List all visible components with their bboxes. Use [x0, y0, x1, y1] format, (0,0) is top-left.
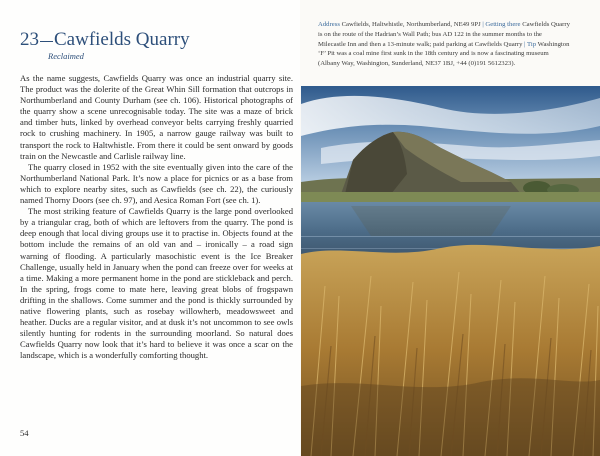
- quarry-photo: [301, 86, 600, 456]
- paragraph: As the name suggests, Cawfields Quarry was once an industrial quarry site. The product was the dolerite of the Great Whin Sill formation that outcrops in Northumberland and County Durham (see ch. 106). Historical photographs of the quarry show a scene unrecognisable today. The site was a maze of brick and timber huts, linked by overhead conveyor belts carrying freshly quarried rock to crushing machinery. In 1905, a narrow gauge railway was built to transport the rock to Haltwhistle. From there it could be sent onward by goods train on the Newcastle and Carlisle railway line.: [20, 73, 293, 161]
- reed-foreground-shadow: [301, 378, 600, 456]
- chapter-heading: [20, 29, 290, 51]
- chapter-rule: [40, 41, 53, 42]
- landscape-photo-icon: [301, 86, 600, 456]
- paragraph: The quarry closed in 1952 with the site eventually given into the care of the Northumberland National Park. It’s now a place for picnics or as a base from which to explore nearby sites, such as Cawfields (see ch. 22), the curiously named Thorny Doors (see ch. 97), and Aesica Roman Fort (see ch. 1).: [20, 161, 293, 206]
- address-text: Cawfields, Haltwhistle, Northumberland, NE49 9PJ: [341, 21, 481, 28]
- getting-there-label: Getting there: [485, 21, 521, 28]
- info-separator: |: [482, 21, 484, 28]
- grass-bank: [301, 192, 600, 202]
- info-box: [318, 20, 570, 69]
- chapter-subtitle: Reclaimed: [48, 51, 84, 61]
- body-text: [20, 73, 293, 361]
- chapter-number: 23: [20, 29, 39, 50]
- page-number: 54: [20, 428, 29, 438]
- tip-label: Tip: [527, 40, 537, 48]
- paragraph: The most striking feature of Cawfields Quarry is the large pond overlooked by a triangular crag, both of which are leftovers from the quarry. The pond is deep enough that local diving groups use it to practise in. Objects found at the bottom include the remains of an old van and – ironically – a road sign warning of flooding. A particularly masochistic event is the Ice Breaker Challenge, usually held in January when the pond can freeze over for weeks at a time. Making a more permanent home in the pond are stickleback and perch. In the spring, frogs come to mate here, leaving great blobs of frogspawn drifting in the shallows. Come summer and the pond is thickly surrounded by native flowering plants, such as rosebay willowherb, meadowsweet and heather. Ducks are a regular visitor, and at dusk it’s not uncommon to see owls silently hunting for rodents in the surrounding moorland. So natural does Cawfields Quarry now look that it’s hard to believe it was once a scar on the landscape, which is a wonderfully comforting thought.: [20, 206, 293, 361]
- crag-reflection: [351, 206, 511, 236]
- address-label: Address: [318, 21, 340, 28]
- getting-there-text: Cawfields Quarry is on the route of the Hadrian’s Wall Path; bus AD 122 in the summer months to the Milecastle Inn and then a 13-minute walk; paid parking at Cawfields Quarry: [318, 21, 570, 48]
- tip-text: Washington ‘F’ Pit was a coal mine first sunk in the 18th century and is now a fascinating museum (Albany Way, Washington, Sunderland, NE37 1BJ, +44 (0)191 5612323).: [318, 40, 570, 68]
- water-ripple: [301, 236, 600, 237]
- info-separator: |: [524, 40, 526, 48]
- chapter-title: Cawfields Quarry: [54, 29, 190, 50]
